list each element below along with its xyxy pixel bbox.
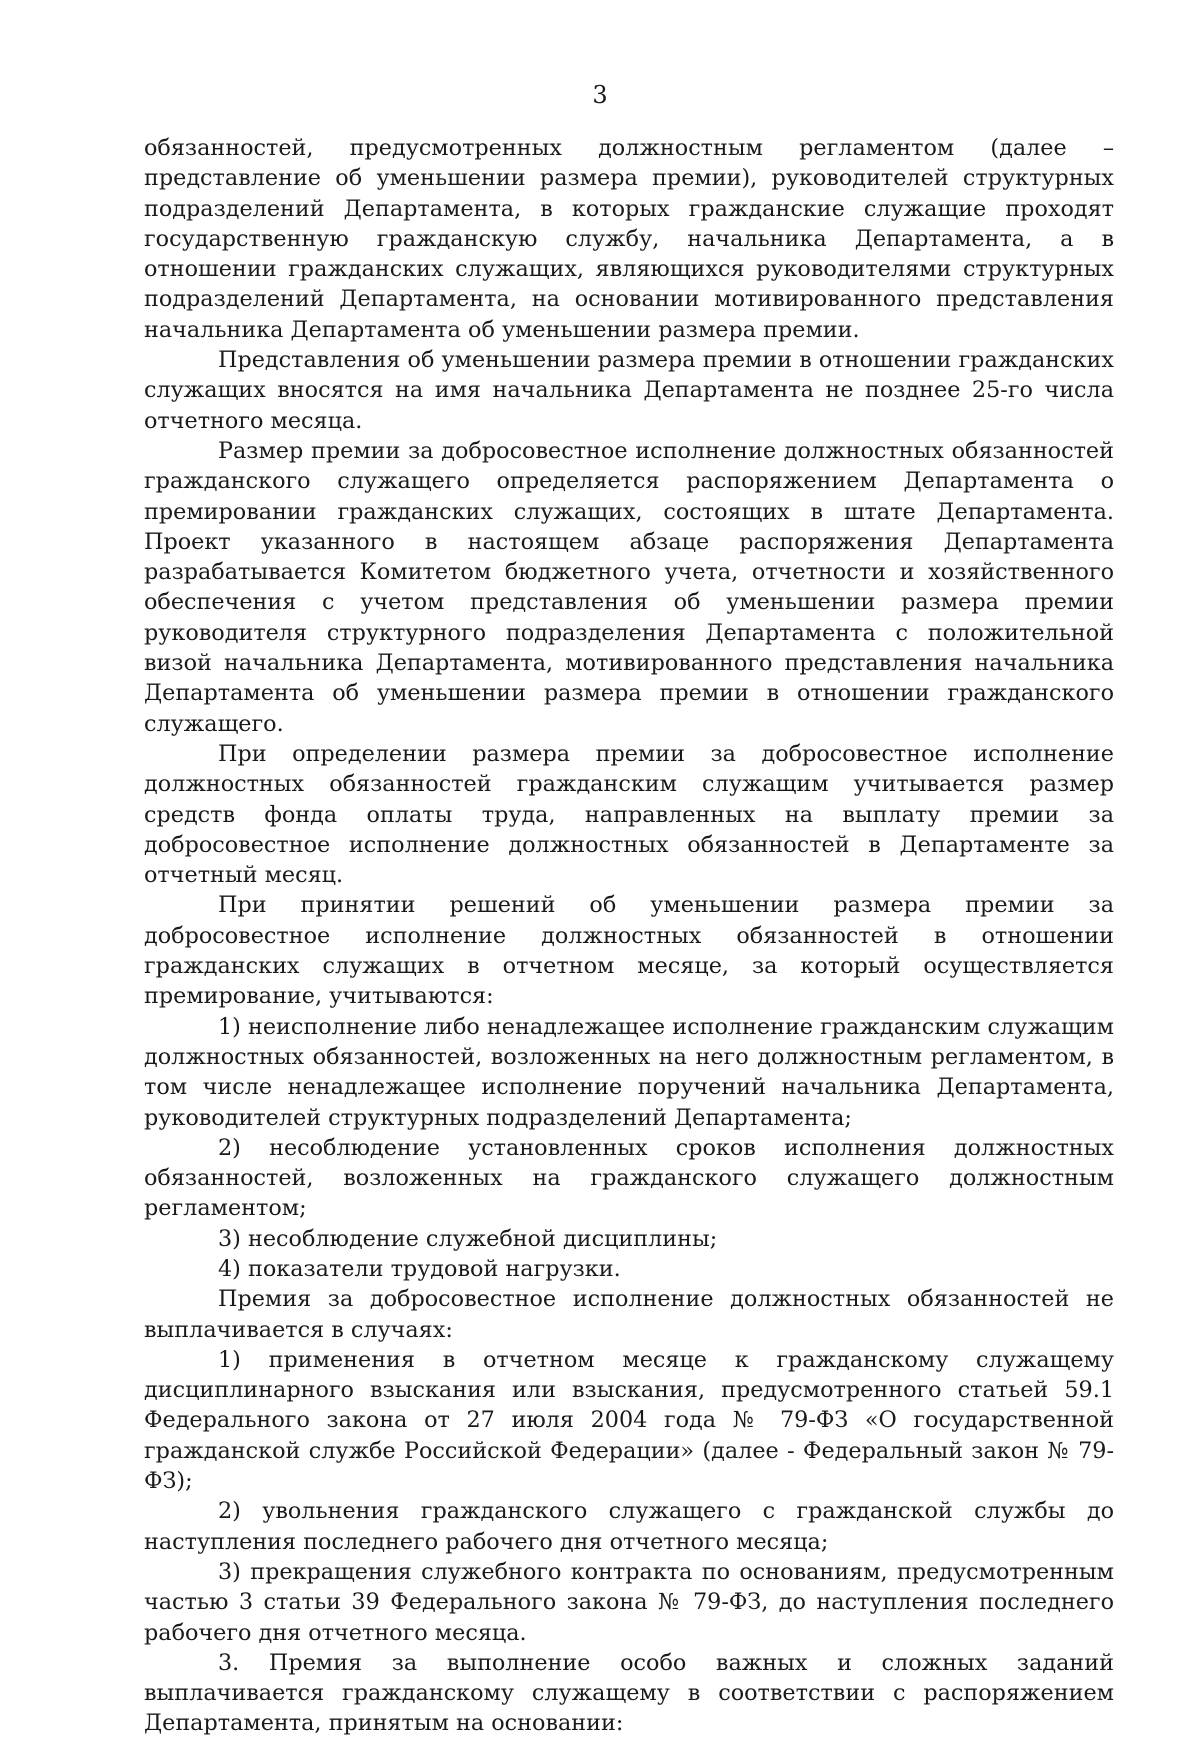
list-item: 1) применения в отчетном месяце к гражданскому служащему дисциплинарного взыскания или взыскания, предусмотренного статьей 59.1 Федерального закона от 27 июля 2004 года № 79-ФЗ «О государственной гражданской службе Российской Федерации» (далее - Федеральный закон № 79-ФЗ); [144, 1346, 1114, 1495]
document-body [144, 133, 1114, 1739]
list-item: 4) показатели трудовой нагрузки. [218, 1255, 621, 1282]
paragraph: Представления об уменьшении размера премии в отношении гражданских служащих вносятся на имя начальника Департамента не позднее 25-го числа отчетного месяца. [144, 347, 1114, 434]
list-item: 2) увольнения гражданского служащего с гражданской службы до наступления последнего рабочего дня отчетного месяца; [144, 1498, 1114, 1555]
list-item: 3) несоблюдение служебной дисциплины; [218, 1225, 718, 1252]
paragraph: Размер премии за добросовестное исполнение должностных обязанностей гражданского служащего определяется распоряжением Департамента о премировании гражданских служащих, состоящих в штате Департамента. Проект указанного в настоящем абзаце распоряжения Департамента разрабатывается Комитетом бюджетного учета, отчетности и хозяйственного обеспечения с учетом представления об уменьшении размера премии руководителя структурного подразделения Департамента с положительной визой начальника Департамента, мотивированного представления начальника Департамента об уменьшении размера премии в отношении гражданского служащего. [144, 437, 1114, 737]
paragraph: обязанностей, предусмотренных должностным регламентом (далее – представление об уменьшении размера премии), руководителей структурных подразделений Департамента, в которых гражданские служащие проходят государственную гражданскую службу, начальника Департамента, а в отношении гражданских служащих, являющихся руководителями структурных подразделений Департамента, на основании мотивированного представления начальника Департамента об уменьшении размера премии. [144, 135, 1114, 343]
list-item: 2) несоблюдение установленных сроков исполнения должностных обязанностей, возложенных на гражданского служащего должностным регламентом; [144, 1134, 1114, 1222]
list-item: 3) прекращения служебного контракта по основаниям, предусмотренным частью 3 статьи 39 Федерального закона № 79-ФЗ, до наступления последнего рабочего дня отчетного месяца. [144, 1558, 1114, 1646]
paragraph: При определении размера премии за добросовестное исполнение должностных обязанностей гражданским служащим учитывается размер средств фонда оплаты труда, направленных на выплату премии за добросовестное исполнение должностных обязанностей в Департаменте за отчетный месяц. [144, 740, 1114, 889]
paragraph: При принятии решений об уменьшении размера премии за добросовестное исполнение должностных обязанностей в отношении гражданских служащих в отчетном месяце, за который осуществляется премирование, учитываются: [144, 892, 1114, 1010]
list-item: 1) неисполнение либо ненадлежащее исполнение гражданским служащим должностных обязанностей, возложенных на него должностным регламентом, в том числе ненадлежащее исполнение поручений начальника Департамента, руководителей структурных подразделений Департамента; [144, 1013, 1114, 1131]
section-paragraph: 3. Премия за выполнение особо важных и сложных заданий выплачивается гражданскому служащему в соответствии с распоряжением Департамента, принятым на основании: [144, 1649, 1114, 1737]
paragraph: Премия за добросовестное исполнение должностных обязанностей не выплачивается в случаях: [144, 1286, 1114, 1343]
page-number: 3 [592, 81, 608, 109]
